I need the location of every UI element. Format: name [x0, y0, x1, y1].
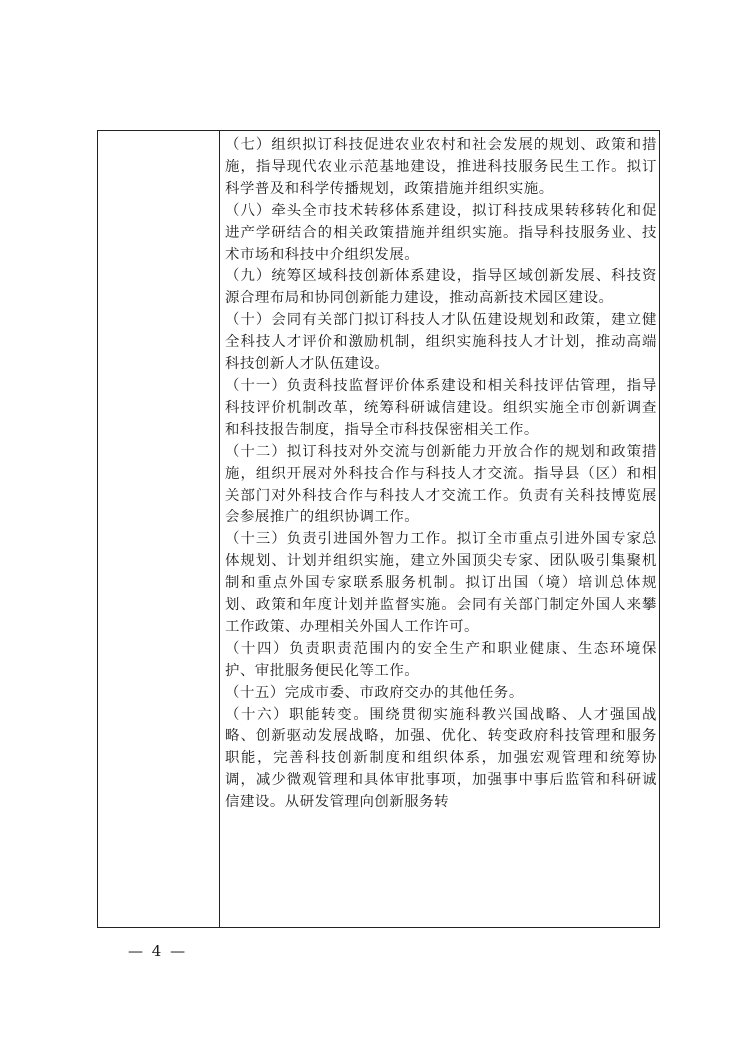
paragraph-9: （九）统筹区域科技创新体系建设，指导区域创新发展、科技资源合理布局和协同创新能力建设，推动高新技术园区建设。 [225, 268, 657, 307]
paragraph-8: （八）牵头全市技术转移体系建设，拟订科技成果转移转化和促进产学研结合的相关政策措施并组织实施。指导科技服务业、技术市场和科技中介组织发展。 [225, 202, 657, 263]
table-content-cell [225, 135, 657, 814]
paragraph-16: （十六）职能转变。围绕贯彻实施科教兴国战略、人才强国战略、创新驱动发展战略，加强、优化、转变政府科技管理和服务职能，完善科技创新制度和组织体系，加强宏观管理和统筹协调，减少微观管理和具体审批事项，加强事中事后监管和科研诚信建设。从研发管理向创新服务转 [225, 706, 657, 811]
page-number: — 4 — [128, 942, 188, 960]
paragraph-12: （十二）拟订科技对外交流与创新能力开放合作的规划和政策措施，组织开展对外科技合作与科技人才交流。指导县（区）和相关部门对外科技合作与科技人才交流工作。负责有关科技博览展会参展推广的组织协调工作。 [225, 443, 657, 526]
paragraph-13: （十三）负责引进国外智力工作。拟订全市重点引进外国专家总体规划、计划并组织实施，建立外国顶尖专家、团队吸引集聚机制和重点外国专家联系服务机制。拟订出国（境）培训总体规划、政策和年度计划并监督实施。会同有关部门制定外国人来攀工作政策、办理相关外国人工作许可。 [225, 531, 657, 635]
content-table [97, 130, 660, 928]
paragraph-7: （七）组织拟订科技促进农业农村和社会发展的规划、政策和措施，指导现代农业示范基地建设，推进科技服务民生工作。拟订科学普及和科学传播规划，政策措施并组织实施。 [225, 137, 657, 197]
paragraph-10: （十）会同有关部门拟订科技人才队伍建设规划和政策，建立健全科技人才评价和激励机制，组织实施科技人才计划，推动高端科技创新人才队伍建设。 [225, 312, 657, 373]
paragraph-15: （十五）完成市委、市政府交办的其他任务。 [225, 684, 524, 701]
paragraph-11: （十一）负责科技监督评价体系建设和相关科技评估管理，指导科技评价机制改革，统筹科研诚信建设。组织实施全市创新调查和科技报告制度，指导全市科技保密相关工作。 [225, 377, 657, 438]
paragraph-14: （十四）负责职责范围内的安全生产和职业健康、生态环境保护、审批服务便民化等工作。 [225, 640, 657, 679]
table-label-cell [98, 131, 220, 927]
